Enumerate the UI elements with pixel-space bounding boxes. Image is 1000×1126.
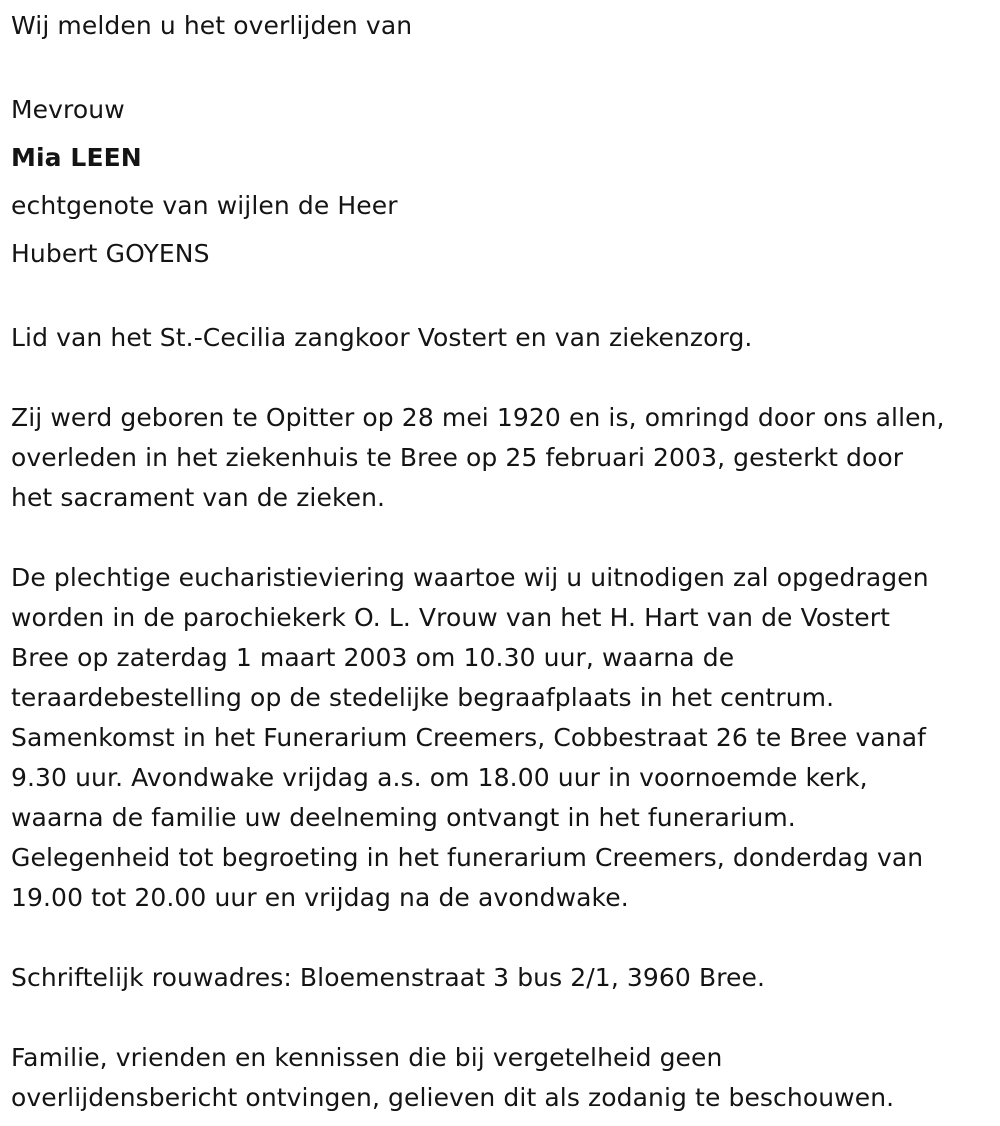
paragraph-line: teraardebestelling op de stedelijke begraafplaats in het centrum. <box>11 683 835 712</box>
spacer <box>11 918 996 958</box>
spacer <box>11 998 996 1038</box>
paragraph-line: worden in de parochiekerk O. L. Vrouw van het H. Hart van de Vostert <box>11 603 891 632</box>
paragraph-line: Gelegenheid tot begroeting in het funerarium Creemers, donderdag van <box>11 843 924 872</box>
paragraph-line: waarna de familie uw deelneming ontvangt in het funerarium. <box>11 803 796 832</box>
paragraph-line: Bree op zaterdag 1 maart 2003 om 10.30 uur, waarna de <box>11 643 735 672</box>
spacer <box>11 518 996 558</box>
paragraph-line: 19.00 tot 20.00 uur en vrijdag na de avondwake. <box>11 883 629 912</box>
membership-text: Lid van het St.-Cecilia zangkoor Vostert en van ziekenzorg. <box>11 323 753 352</box>
paragraph-line: 9.30 uur. Avondwake vrijdag a.s. om 18.00 uur in voornoemde kerk, <box>11 763 868 792</box>
paragraph-line: Zij werd geboren te Opitter op 28 mei 1920 en is, omringd door ons allen, <box>11 403 945 432</box>
paragraph-line: het sacrament van de zieken. <box>11 483 386 512</box>
death-announcement <box>11 6 996 1118</box>
spacer <box>11 358 996 398</box>
intro-text: Wij melden u het overlijden van <box>11 11 413 40</box>
spouse-name: Hubert GOYENS <box>11 239 210 268</box>
paragraph-line: De plechtige eucharistieviering waartoe wij u uitnodigen zal opgedragen <box>11 563 929 592</box>
paragraph-line: overlijdensbericht ontvingen, gelieven dit als zodanig te beschouwen. <box>11 1083 895 1112</box>
spacer <box>11 46 996 86</box>
deceased-name: Mia LEEN <box>11 143 142 172</box>
ceremony-paragraph <box>11 558 996 918</box>
salutation: Mevrouw <box>11 95 125 124</box>
paragraph-line: overleden in het ziekenhuis te Bree op 25 februari 2003, gesterkt door <box>11 443 904 472</box>
closing-paragraph <box>11 1038 996 1118</box>
spouse-relation: echtgenote van wijlen de Heer <box>11 191 398 220</box>
address-text: Schriftelijk rouwadres: Bloemenstraat 3 bus 2/1, 3960 Bree. <box>11 963 766 992</box>
birth-death-paragraph <box>11 398 996 518</box>
paragraph-line: Familie, vrienden en kennissen die bij vergetelheid geen <box>11 1043 723 1072</box>
paragraph-line: Samenkomst in het Funerarium Creemers, Cobbestraat 26 te Bree vanaf <box>11 723 927 752</box>
spacer <box>11 278 996 318</box>
